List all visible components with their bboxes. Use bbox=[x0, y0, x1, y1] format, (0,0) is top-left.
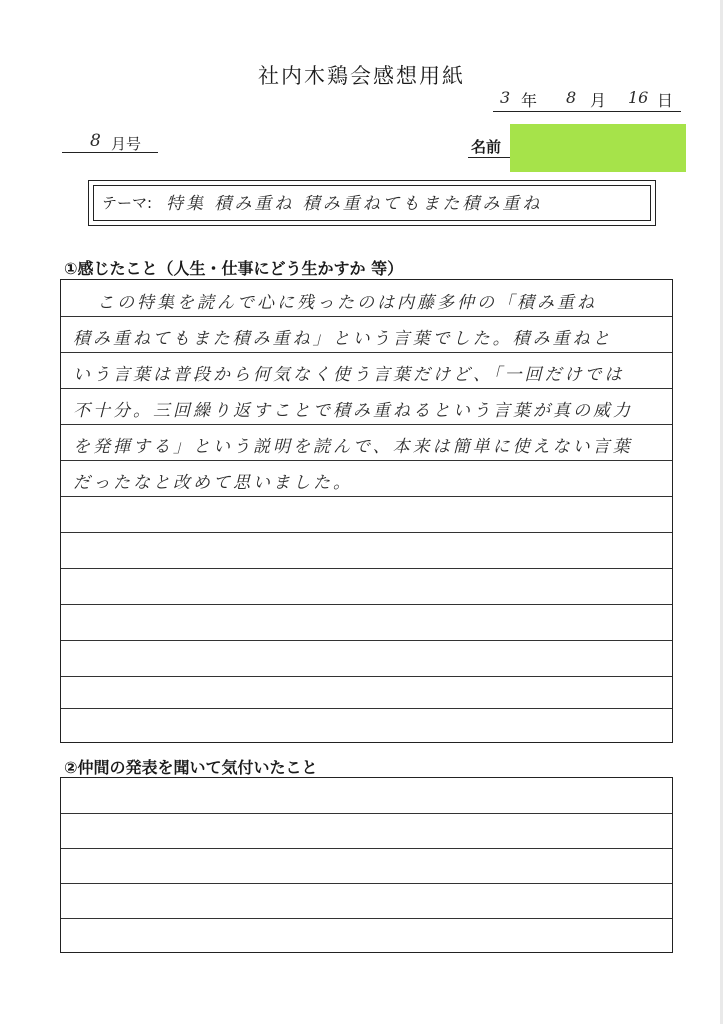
date-month-label: 月 bbox=[590, 91, 607, 110]
ruled-line bbox=[61, 918, 672, 919]
date-year-label: 年 bbox=[521, 91, 538, 110]
date-day: 16 bbox=[628, 88, 649, 107]
section1-heading: ①感じたこと（人生・仕事にどう生かすか 等） bbox=[64, 259, 404, 278]
theme-label: テーマ: bbox=[102, 194, 153, 212]
section2-heading: ②仲間の発表を聞いて気付いたこと bbox=[64, 758, 318, 777]
theme-box bbox=[88, 180, 656, 226]
name-redaction-highlight bbox=[510, 124, 686, 172]
name-label: 名前 bbox=[471, 138, 502, 156]
ruled-line bbox=[61, 352, 672, 353]
theme-inner-frame bbox=[93, 185, 651, 221]
ruled-line bbox=[61, 604, 672, 605]
handwritten-line-1: この特集を読んで心に残ったのは内藤多仲の「積み重ね bbox=[97, 293, 597, 313]
ruled-line bbox=[61, 532, 672, 533]
issue-label: 月号 bbox=[111, 135, 142, 153]
theme-value: 特集 積み重ね 積み重ねてもまた積み重ね bbox=[166, 194, 543, 214]
handwritten-line-5: を発揮する」という説明を読んで、本来は簡単に使えない言葉 bbox=[73, 437, 633, 457]
handwritten-line-6: だったなと改めて思いました。 bbox=[73, 473, 353, 493]
ruled-line bbox=[61, 424, 672, 425]
handwritten-line-3: いう言葉は普段から何気なく使う言葉だけど、「一回だけでは bbox=[73, 365, 625, 385]
handwritten-line-2: 積み重ねてもまた積み重ね」という言葉でした。積み重ねと bbox=[73, 329, 613, 349]
section2-ruled-area bbox=[60, 777, 673, 953]
handwritten-line-4: 不十分。三回繰り返すことで積み重ねるという言葉が真の威力 bbox=[73, 401, 633, 421]
ruled-line bbox=[61, 496, 672, 497]
date-underline bbox=[493, 111, 681, 112]
ruled-line bbox=[61, 708, 672, 709]
date-year: 3 bbox=[500, 88, 514, 107]
issue-underline bbox=[62, 152, 158, 153]
section1-ruled-area bbox=[60, 279, 673, 743]
date-month: 8 bbox=[566, 88, 580, 107]
ruled-line bbox=[61, 848, 672, 849]
ruled-line bbox=[61, 388, 672, 389]
ruled-line bbox=[61, 813, 672, 814]
form-title: 社内木鶏会感想用紙 bbox=[258, 64, 465, 88]
ruled-line bbox=[61, 676, 672, 677]
ruled-line bbox=[61, 568, 672, 569]
ruled-line bbox=[61, 316, 672, 317]
date-day-label: 日 bbox=[657, 91, 674, 110]
ruled-line bbox=[61, 460, 672, 461]
issue-month: 8 bbox=[90, 131, 104, 151]
ruled-line bbox=[61, 883, 672, 884]
ruled-line bbox=[61, 640, 672, 641]
